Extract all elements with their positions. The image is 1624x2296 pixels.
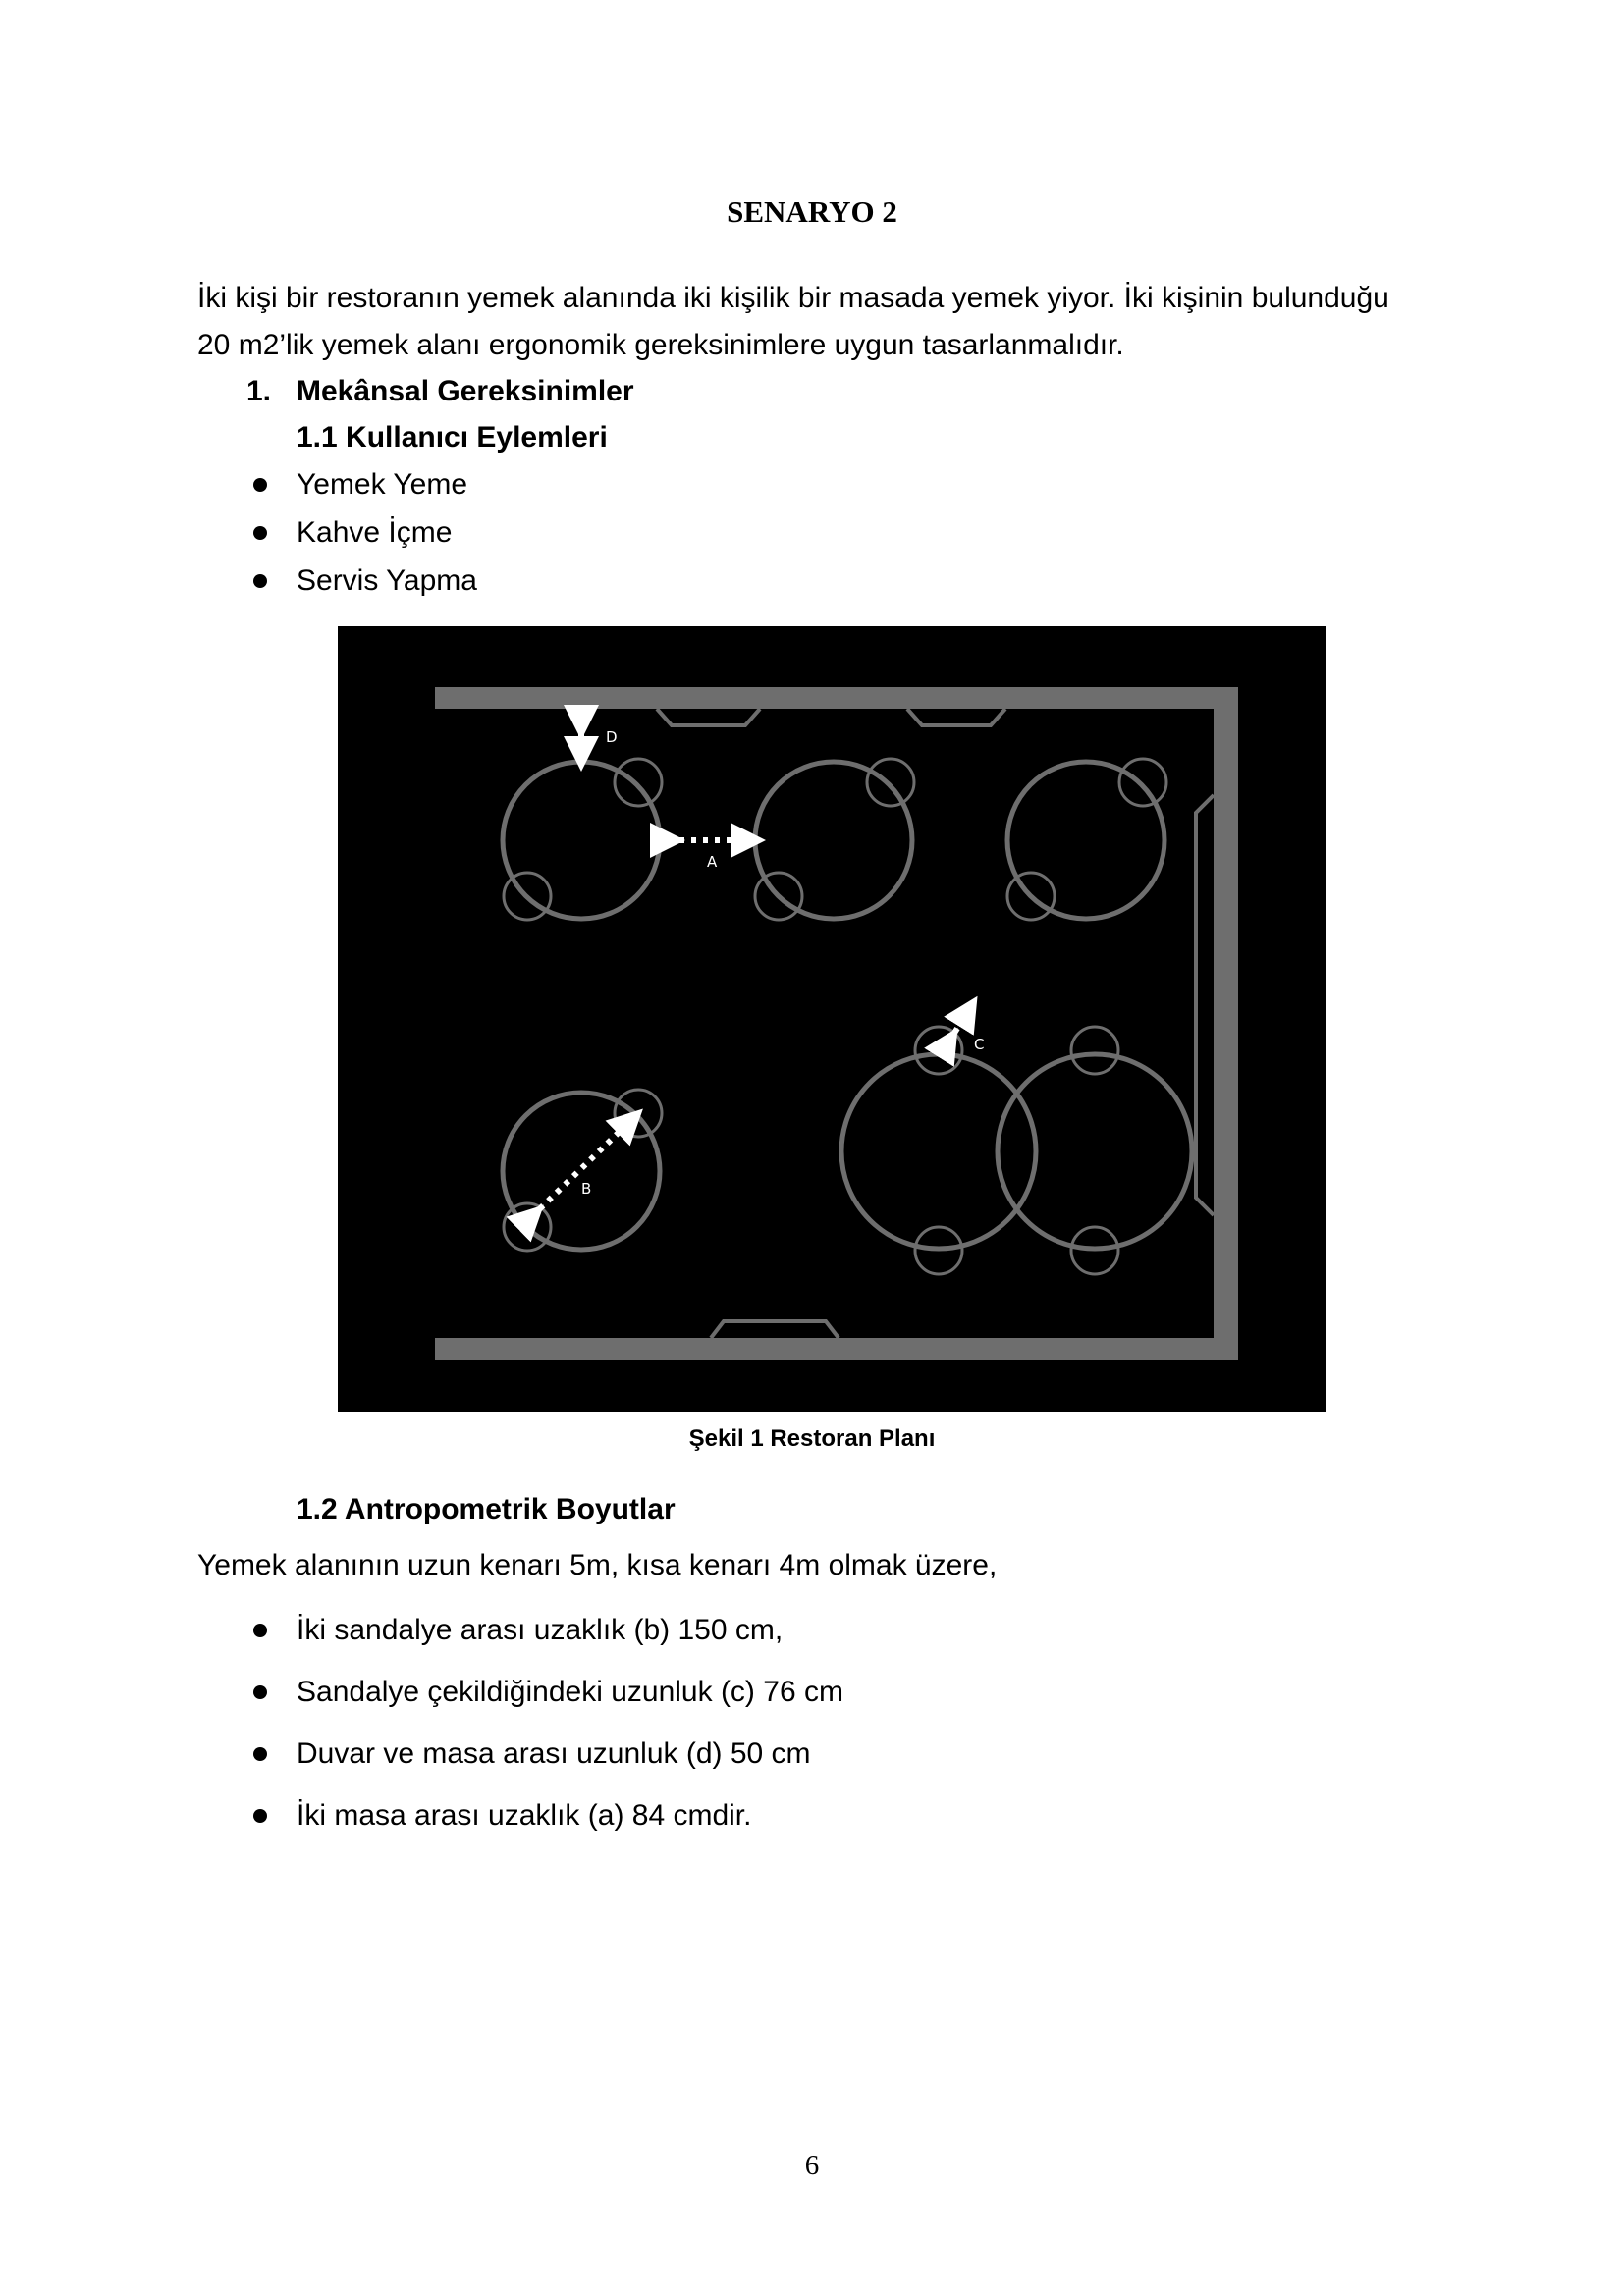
top-window-2 (907, 709, 1005, 725)
table-2 (755, 762, 912, 919)
bullet-icon (253, 1809, 267, 1823)
section-1-1-heading: 1.1 Kullanıcı Eylemleri (297, 421, 608, 454)
bullet-icon (253, 574, 267, 588)
figure-caption: Şekil 1 Restoran Planı (688, 1425, 936, 1452)
page-number: 6 (804, 2150, 820, 2181)
chair (867, 759, 914, 806)
restaurant-plan-drawing (338, 626, 1326, 1412)
intro-line-2: 20 m2’lik yemek alanı ergonomik gereksinimlere uygun tasarlanmalıdır. (197, 329, 1124, 361)
chairs (504, 759, 1166, 1274)
section-2-intro: Yemek alanının uzun kenarı 5m, kısa kenarı 4m olmak üzere, (197, 1549, 998, 1581)
chair (615, 759, 662, 806)
dimension-arrows (531, 722, 968, 1217)
page-title: SENARYO 2 (727, 194, 897, 229)
bullet-icon (253, 478, 267, 492)
chair (1071, 1027, 1118, 1074)
section-1-2-heading: 1.2 Antropometrik Boyutlar (297, 1493, 676, 1525)
list-item: Sandalye çekildiğindeki uzunluk (c) 76 cm (297, 1676, 843, 1708)
dimension-arrow-b (531, 1121, 630, 1217)
list-item: Duvar ve masa arası uzunluk (d) 50 cm (297, 1737, 811, 1770)
section-1-number: 1. (246, 375, 272, 407)
bottom-wall (435, 1338, 1238, 1360)
table-3 (1007, 762, 1164, 919)
bullet-icon (253, 1624, 267, 1637)
chair (915, 1027, 962, 1074)
table-4 (503, 1093, 660, 1250)
label-c: C (974, 1036, 985, 1053)
chair (615, 1090, 662, 1137)
label-b: B (581, 1180, 592, 1198)
list-item: Kahve İçme (297, 516, 453, 549)
list-item: Yemek Yeme (297, 468, 468, 501)
right-wall (1214, 687, 1238, 1360)
section-1-heading: Mekânsal Gereksinimler (297, 375, 634, 407)
list-item: İki masa arası uzaklık (a) 84 cmdir. (297, 1799, 752, 1832)
tables (503, 762, 1192, 1250)
right-window (1196, 795, 1214, 1215)
label-a: A (707, 853, 718, 871)
chair (1119, 759, 1166, 806)
top-window-1 (657, 709, 760, 725)
bottom-door (711, 1321, 839, 1338)
table-5 (841, 1054, 1036, 1249)
list-item: Servis Yapma (297, 564, 477, 597)
label-d: D (606, 728, 618, 746)
bullet-icon (253, 1685, 267, 1699)
restaurant-plan-figure (338, 626, 1326, 1412)
table-6 (998, 1054, 1192, 1249)
top-wall (435, 687, 1238, 709)
intro-line-1: İki kişi bir restoranın yemek alanında iki kişilik bir masada yemek yiyor. İki kişinin bulunduğu (197, 282, 1389, 314)
bullet-icon (253, 1747, 267, 1761)
bullet-icon (253, 526, 267, 540)
table-1 (503, 762, 660, 919)
list-item: İki sandalye arası uzaklık (b) 150 cm, (297, 1614, 784, 1646)
